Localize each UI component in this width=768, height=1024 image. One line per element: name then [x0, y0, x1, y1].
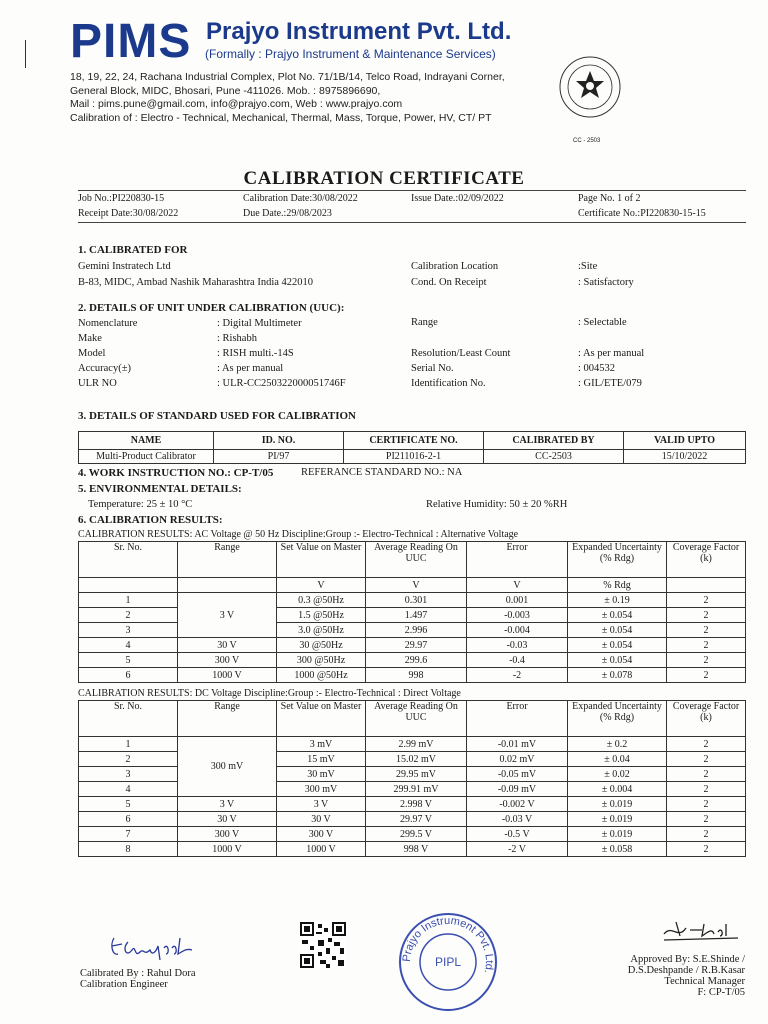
- certificate-title: CALIBRATION CERTIFICATE: [243, 168, 525, 189]
- title-divider: [78, 190, 746, 191]
- cell: 4: [79, 782, 178, 797]
- uuc-label: Identification No.: [411, 378, 486, 389]
- cell: 0.001: [467, 593, 568, 608]
- table-row: [79, 737, 746, 752]
- approved-by: [628, 954, 745, 998]
- cell: 3 mV: [277, 737, 366, 752]
- due-date: Due Date.:29/08/2023: [243, 208, 332, 219]
- cell: 7: [79, 827, 178, 842]
- calibration-date: Calibration Date:30/08/2022: [243, 193, 358, 204]
- uuc-value: : Digital Multimeter: [217, 318, 302, 329]
- col-header: CERTIFICATE NO.: [344, 432, 484, 450]
- cell: -0.05 mV: [467, 767, 568, 782]
- approved-by-text: Approved By: S.E.Shinde /: [630, 954, 745, 965]
- cell: 3: [79, 623, 178, 638]
- address-line: Mail : pims.pune@gmail.com, info@prajyo.com, Web : www.prajyo.com: [70, 98, 403, 110]
- uuc-value: : As per manual: [578, 348, 645, 359]
- meta-divider: [78, 222, 746, 223]
- issue-date: Issue Date.:02/09/2022: [411, 193, 504, 204]
- cell: -0.03: [467, 638, 568, 653]
- range-cell: 1000 V: [178, 668, 277, 683]
- range-cell: 300 V: [178, 653, 277, 668]
- cell: 2: [667, 668, 746, 683]
- cell: 299.5 V: [366, 827, 467, 842]
- uuc-value: : RISH multi.-14S: [217, 348, 294, 359]
- table-row: [79, 668, 746, 683]
- cell: 1: [79, 737, 178, 752]
- cell: 3.0 @50Hz: [277, 623, 366, 638]
- ac-results-table: [78, 541, 746, 683]
- col-header: ID. NO.: [214, 432, 344, 450]
- qr-code-icon: [300, 922, 346, 968]
- customer-address: B-83, MIDC, Ambad Nashik Maharashtra India 422010: [78, 277, 314, 288]
- uuc-label: Accuracy(±): [78, 363, 131, 374]
- ac-caption: CALIBRATION RESULTS: AC Voltage @ 50 Hz Discipline:Group :- Electro-Technical : Alternative Voltage: [78, 529, 519, 540]
- cell: ± 0.054: [568, 608, 667, 623]
- cell: V: [366, 578, 467, 593]
- col-header: Coverage Factor (k): [667, 701, 746, 737]
- temperature: Temperature: 25 ± 10 °C: [88, 499, 193, 510]
- page-no: Page No. 1 of 2: [578, 193, 641, 204]
- cell: ± 0.054: [568, 638, 667, 653]
- cell: 8: [79, 842, 178, 857]
- cell: Multi-Product Calibrator: [79, 450, 214, 464]
- uuc-value: : GIL/ETE/079: [578, 378, 642, 389]
- table-row: [79, 450, 746, 464]
- cell: 2: [79, 608, 178, 623]
- accreditation-code: CC - 2503: [573, 138, 601, 144]
- col-header: Average Reading On UUC: [366, 542, 467, 578]
- company-name: Prajyo Instrument Pvt. Ltd.: [206, 18, 512, 45]
- col-header: Coverage Factor (k): [667, 542, 746, 578]
- cell: 1000 V: [277, 842, 366, 857]
- address-line: Calibration of : Electro - Technical, Mechanical, Thermal, Mass, Torque, Power, HV, CT/ PT: [70, 111, 492, 124]
- environment-heading: 5. ENVIRONMENTAL DETAILS:: [78, 483, 242, 495]
- range-cell: 30 V: [178, 638, 277, 653]
- certificate-no: Certificate No.:PI220830-15-15: [578, 208, 706, 219]
- col-header: Expanded Uncertainty (% Rdg): [568, 542, 667, 578]
- cell: [178, 578, 277, 593]
- col-header: Error: [467, 542, 568, 578]
- cell: -0.002 V: [467, 797, 568, 812]
- company-logo: PIMS: [70, 15, 192, 68]
- cell: [79, 578, 178, 593]
- cell: ± 0.2: [568, 737, 667, 752]
- cell: 2: [667, 767, 746, 782]
- uuc-label: Model: [78, 348, 106, 359]
- cell: 300 @50Hz: [277, 653, 366, 668]
- cell: PI/97: [214, 450, 344, 464]
- range-cell: 3 V: [178, 593, 277, 638]
- company-address: [70, 71, 505, 125]
- cell: -0.4: [467, 653, 568, 668]
- cell: 3 V: [277, 797, 366, 812]
- uuc-value: : Rishabh: [217, 333, 257, 344]
- cell: ± 0.19: [568, 593, 667, 608]
- cell: 998 V: [366, 842, 467, 857]
- cell: -0.09 mV: [467, 782, 568, 797]
- table-row: [79, 653, 746, 668]
- cell: V: [467, 578, 568, 593]
- cell: 15/10/2022: [624, 450, 746, 464]
- cell: 2: [667, 812, 746, 827]
- cell: ± 0.054: [568, 653, 667, 668]
- cell: 30 mV: [277, 767, 366, 782]
- cell: 29.97: [366, 638, 467, 653]
- cell: -0.003: [467, 608, 568, 623]
- range-cell: 300 V: [178, 827, 277, 842]
- cell: ± 0.019: [568, 812, 667, 827]
- uuc-value: : Selectable: [578, 317, 627, 328]
- cell: ± 0.078: [568, 668, 667, 683]
- range-cell: 1000 V: [178, 842, 277, 857]
- location-value: :Site: [578, 261, 598, 272]
- col-header: CALIBRATED BY: [484, 432, 624, 450]
- cell: -2: [467, 668, 568, 683]
- table-row: [79, 593, 746, 608]
- approved-names: D.S.Deshpande / R.B.Kasar: [627, 965, 745, 976]
- cell: 0.02 mV: [467, 752, 568, 767]
- cell: 2: [667, 797, 746, 812]
- standard-table: [78, 431, 746, 464]
- cell: 2: [667, 623, 746, 638]
- col-header: Average Reading On UUC: [366, 701, 467, 737]
- cell: 299.91 mV: [366, 782, 467, 797]
- cell: 2: [667, 608, 746, 623]
- uuc-label: ULR NO: [78, 378, 117, 389]
- cell: -0.03 V: [467, 812, 568, 827]
- cell: 5: [79, 797, 178, 812]
- condition-value: : Satisfactory: [578, 277, 634, 288]
- uuc-label: Range: [411, 317, 438, 328]
- cell: ± 0.019: [568, 797, 667, 812]
- cell: 5: [79, 653, 178, 668]
- calibrated-by: Calibrated By : Rahul Dora: [80, 968, 196, 979]
- cell: -0.01 mV: [467, 737, 568, 752]
- range-cell: 3 V: [178, 797, 277, 812]
- cell: 2: [667, 752, 746, 767]
- cell: 300 V: [277, 827, 366, 842]
- uuc-value: : ULR-CC250322000051746F: [217, 378, 346, 389]
- cell: 6: [79, 668, 178, 683]
- cell: 2: [667, 827, 746, 842]
- calibrated-role: Calibration Engineer: [80, 979, 168, 990]
- uuc-value: : As per manual: [217, 363, 284, 374]
- col-header: Set Value on Master: [277, 701, 366, 737]
- cell: 2.99 mV: [366, 737, 467, 752]
- condition-label: Cond. On Receipt: [411, 277, 487, 288]
- cell: 1: [79, 593, 178, 608]
- cell: 29.95 mV: [366, 767, 467, 782]
- col-header: Sr. No.: [79, 542, 178, 578]
- cell: 998: [366, 668, 467, 683]
- job-no: Job No.:PI220830-15: [78, 193, 165, 204]
- uuc-label: Serial No.: [411, 363, 454, 374]
- cell: ± 0.004: [568, 782, 667, 797]
- cell: 29.97 V: [366, 812, 467, 827]
- customer-name: Gemini Instratech Ltd: [78, 261, 171, 272]
- cell: 2: [667, 653, 746, 668]
- cell: -0.004: [467, 623, 568, 638]
- results-heading: 6. CALIBRATION RESULTS:: [78, 514, 223, 526]
- cell: -2 V: [467, 842, 568, 857]
- reference-standard: REFERANCE STANDARD NO.: NA: [301, 467, 463, 478]
- margin-mark: [25, 40, 26, 68]
- range-cell: 30 V: [178, 812, 277, 827]
- cell: 300 mV: [277, 782, 366, 797]
- address-line: General Block, MIDC, Bhosari, Pune -411026. Mob. : 8975896690,: [70, 84, 381, 97]
- uuc-label: Make: [78, 333, 102, 344]
- uuc-label: Resolution/Least Count: [411, 348, 511, 359]
- col-header: Range: [178, 701, 277, 737]
- uuc-heading: 2. DETAILS OF UNIT UNDER CALIBRATION (UUC):: [78, 302, 345, 314]
- cell: ± 0.054: [568, 623, 667, 638]
- cell: 30 @50Hz: [277, 638, 366, 653]
- cell: 2.996: [366, 623, 467, 638]
- range-cell: 300 mV: [178, 737, 277, 797]
- col-header: Range: [178, 542, 277, 578]
- cell: CC-2503: [484, 450, 624, 464]
- cell: 0.3 @50Hz: [277, 593, 366, 608]
- cell: 4: [79, 638, 178, 653]
- cell: 2: [667, 842, 746, 857]
- cell: % Rdg: [568, 578, 667, 593]
- stamp-ring-text: Prajyo Instrument Pvt. Ltd.: [400, 914, 496, 975]
- table-row: [79, 638, 746, 653]
- table-row: [79, 827, 746, 842]
- cell: 6: [79, 812, 178, 827]
- cell: 30 V: [277, 812, 366, 827]
- dc-caption: CALIBRATION RESULTS: DC Voltage Discipline:Group :- Electro-Technical : Direct Voltage: [78, 688, 461, 699]
- uuc-value: : 004532: [578, 363, 616, 374]
- cell: 2.998 V: [366, 797, 467, 812]
- humidity: Relative Humidity: 50 ± 20 %RH: [426, 499, 568, 510]
- table-row: [79, 797, 746, 812]
- cell: 1.497: [366, 608, 467, 623]
- cell: 2: [667, 737, 746, 752]
- cell: 1.5 @50Hz: [277, 608, 366, 623]
- standard-heading: 3. DETAILS OF STANDARD USED FOR CALIBRATION: [78, 410, 356, 422]
- cell: 2: [79, 752, 178, 767]
- col-header: NAME: [79, 432, 214, 450]
- cell: 2: [667, 593, 746, 608]
- receipt-date: Receipt Date:30/08/2022: [78, 208, 179, 219]
- units-row: [79, 578, 746, 593]
- cell: V: [277, 578, 366, 593]
- col-header: Sr. No.: [79, 701, 178, 737]
- cell: 1000 @50Hz: [277, 668, 366, 683]
- location-label: Calibration Location: [411, 261, 499, 272]
- cell: 15 mV: [277, 752, 366, 767]
- accreditation-seal-icon: [558, 55, 622, 119]
- col-header: Expanded Uncertainty (% Rdg): [568, 701, 667, 737]
- cell: 2: [667, 782, 746, 797]
- work-instruction: 4. WORK INSTRUCTION NO.: CP-T/05: [78, 467, 274, 479]
- approved-role: Technical Manager: [664, 976, 745, 987]
- cell: ± 0.04: [568, 752, 667, 767]
- cell: 299.6: [366, 653, 467, 668]
- cell: [667, 578, 746, 593]
- form-number: F: CP-T/05: [697, 987, 745, 998]
- cell: 0.301: [366, 593, 467, 608]
- company-formerly: (Formally : Prajyo Instrument & Maintenance Services): [205, 47, 496, 61]
- cell: ± 0.019: [568, 827, 667, 842]
- cell: ± 0.02: [568, 767, 667, 782]
- col-header: VALID UPTO: [624, 432, 746, 450]
- col-header: Error: [467, 701, 568, 737]
- table-row: [79, 842, 746, 857]
- calibrated-for-heading: 1. CALIBRATED FOR: [78, 244, 188, 256]
- engineer-signature: [108, 930, 198, 962]
- dc-results-table: [78, 700, 746, 857]
- cell: 3: [79, 767, 178, 782]
- cell: PI211016-2-1: [344, 450, 484, 464]
- cell: -0.5 V: [467, 827, 568, 842]
- cell: 15.02 mV: [366, 752, 467, 767]
- uuc-label: Nomenclature: [78, 318, 138, 329]
- stamp-center-text: PIPL: [434, 955, 462, 969]
- table-row: [79, 812, 746, 827]
- address-line: 18, 19, 22, 24, Rachana Industrial Complex, Plot No. 71/1B/14, Telco Road, Indrayani Corner,: [70, 71, 505, 83]
- cell: 2: [667, 638, 746, 653]
- col-header: Set Value on Master: [277, 542, 366, 578]
- cell: ± 0.058: [568, 842, 667, 857]
- manager-signature: [660, 918, 740, 944]
- company-stamp-icon: [396, 910, 500, 1014]
